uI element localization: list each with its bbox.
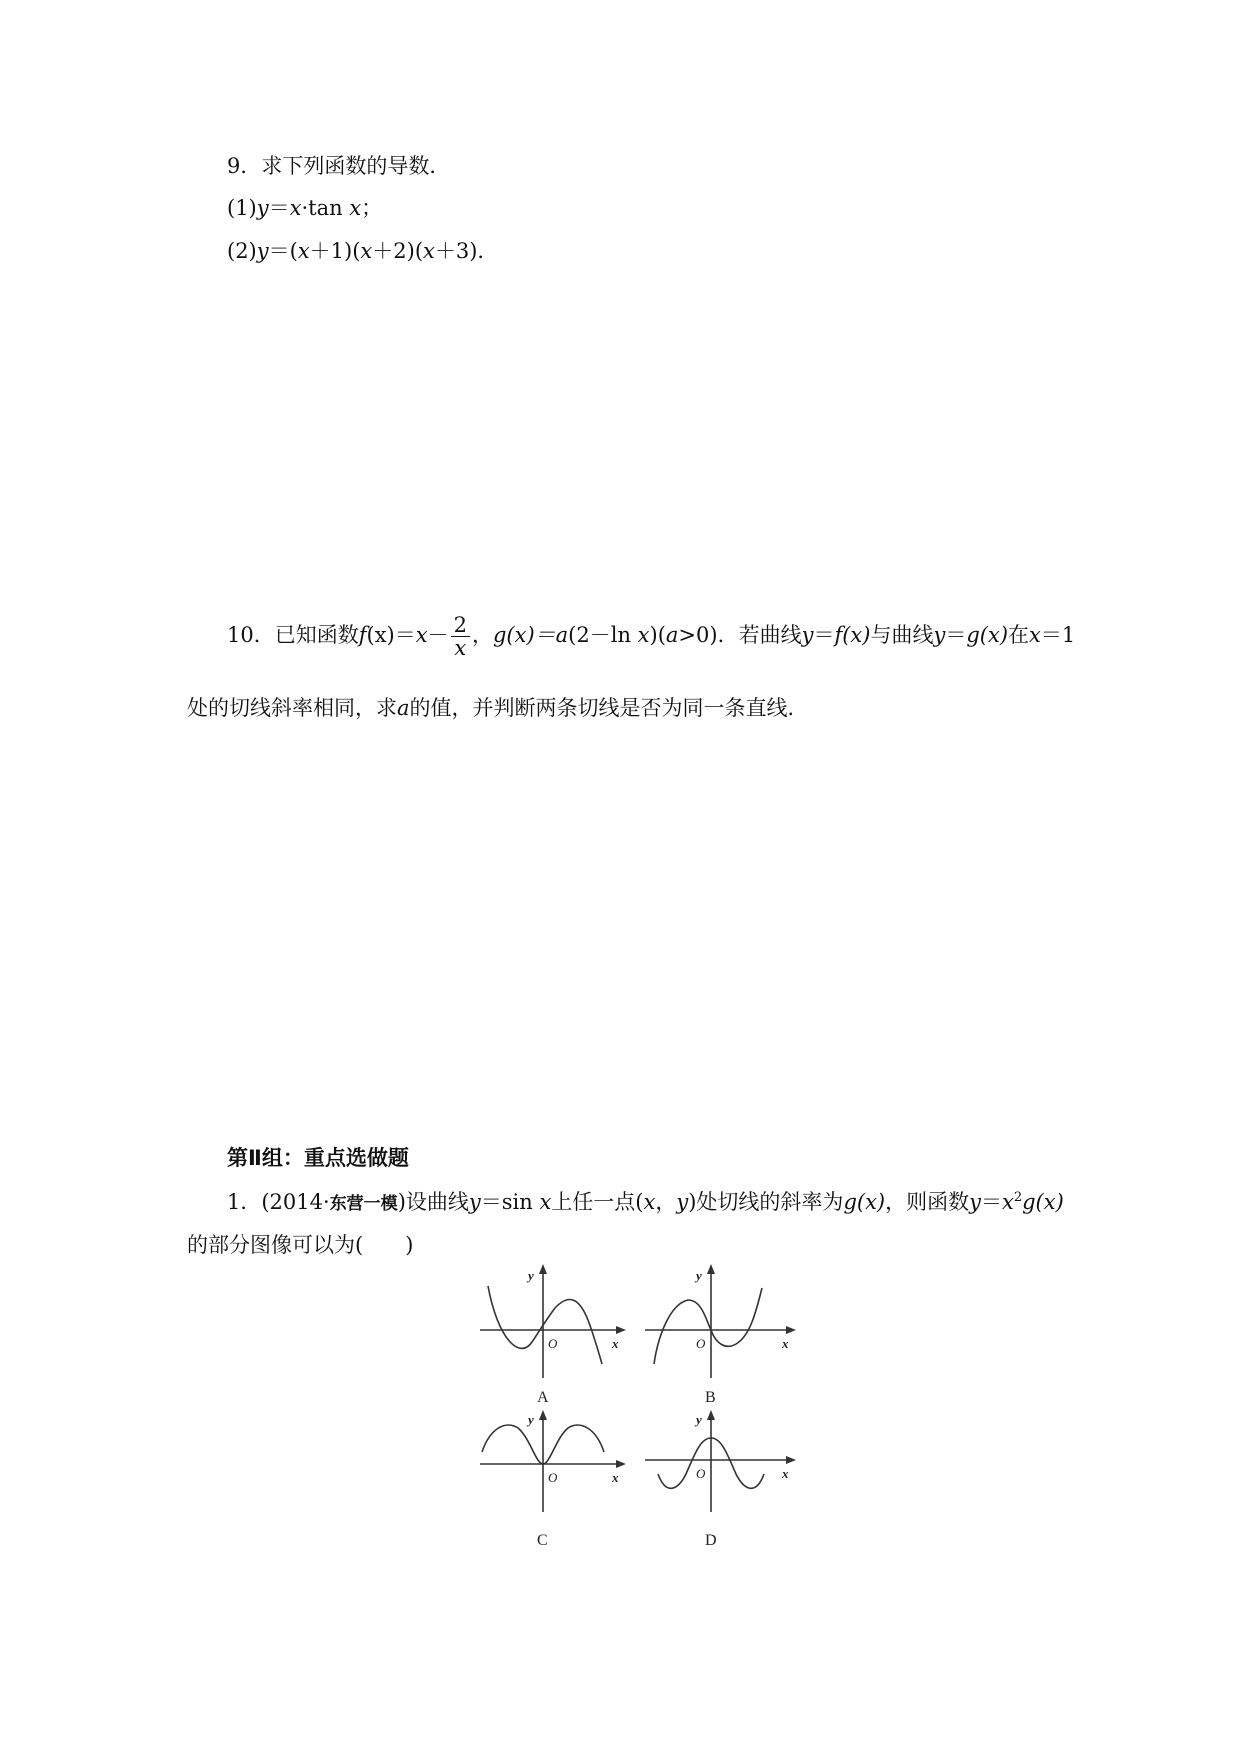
q1-source: 东营一模 xyxy=(329,1194,398,1214)
text: ＝ xyxy=(394,623,416,648)
arrow-icon xyxy=(539,1410,547,1420)
graph-c xyxy=(480,1416,620,1512)
arrow-icon xyxy=(786,1326,796,1334)
text: 在 xyxy=(1008,623,1030,648)
text: ＝ xyxy=(268,196,290,220)
text: ·tan xyxy=(301,196,350,220)
option-label-b: B xyxy=(705,1389,716,1406)
var: g(x)＝ xyxy=(492,623,556,648)
text: ＝ xyxy=(945,623,967,648)
origin-label: O xyxy=(696,1336,706,1351)
var: g(x) xyxy=(1022,1190,1064,1214)
var: x xyxy=(349,196,362,220)
var: y xyxy=(801,623,814,648)
axis-label-x: x xyxy=(612,1336,619,1351)
text: ＝ xyxy=(980,1190,1002,1214)
option-label-a: A xyxy=(537,1389,549,1406)
q9-title xyxy=(227,150,450,180)
q9-part1 xyxy=(227,192,382,222)
text: ＋1)( xyxy=(309,239,361,263)
axis-label-y: y xyxy=(528,1412,534,1427)
q9-part2 xyxy=(227,235,498,265)
text: 若曲线 xyxy=(738,623,802,648)
curve xyxy=(488,1286,602,1364)
graph-options xyxy=(470,1260,810,1560)
curve xyxy=(654,1288,762,1364)
text: )设曲线 xyxy=(397,1190,469,1214)
text: ，则函数 xyxy=(885,1190,970,1214)
fraction-numerator: 2 xyxy=(453,613,467,637)
var: y xyxy=(676,1190,689,1214)
axis-label-y: y xyxy=(696,1268,702,1283)
var: y xyxy=(468,1190,481,1214)
text: 处的切线斜率相同，求 xyxy=(187,696,397,720)
var: x xyxy=(643,1190,656,1214)
text: 的值，并判断两条切线是否为同一条直线． xyxy=(409,696,809,720)
q9-part1-label: (1) xyxy=(227,196,257,220)
q1-line1 xyxy=(227,1186,1064,1216)
option-label-d: D xyxy=(705,1532,717,1549)
arrow-icon xyxy=(616,1460,626,1468)
text: ， xyxy=(655,1190,677,1214)
q9-part2-label: (2) xyxy=(227,239,257,263)
axis-label-y: y xyxy=(696,1412,702,1427)
text: ； xyxy=(361,196,383,220)
var: g(x) xyxy=(966,623,1009,648)
origin-label: O xyxy=(548,1470,558,1485)
var: x xyxy=(415,623,428,648)
q10-line2 xyxy=(187,692,809,722)
exponent: 2 xyxy=(1013,1190,1023,1205)
var: x xyxy=(1001,1190,1014,1214)
axis-label-x: x xyxy=(782,1466,789,1481)
var: x xyxy=(297,239,310,263)
var: a xyxy=(555,623,569,648)
text: ＝sin xyxy=(480,1190,540,1214)
var: x xyxy=(289,196,302,220)
axis-label-x: x xyxy=(782,1336,789,1351)
fraction-denominator: x xyxy=(454,636,467,661)
text: － xyxy=(427,623,449,648)
q10-line1 xyxy=(227,614,1075,659)
text: ＝1 xyxy=(1040,623,1076,648)
var: x xyxy=(637,623,650,648)
fraction-2-over-x xyxy=(451,614,470,659)
text: ＝ xyxy=(813,623,835,648)
arrow-icon xyxy=(539,1264,547,1274)
origin-label: O xyxy=(696,1466,706,1481)
q10-number: 10． xyxy=(227,623,275,648)
text: 上任一点( xyxy=(551,1190,644,1214)
q1-number: 1．(2014· xyxy=(227,1190,330,1214)
var: g(x) xyxy=(843,1190,886,1214)
var: y xyxy=(969,1190,981,1214)
axis-label-x: x xyxy=(612,1470,619,1485)
text: (2－ln xyxy=(568,623,638,648)
arrow-icon xyxy=(707,1410,715,1420)
axis-label-y: y xyxy=(528,1268,534,1283)
arrow-icon xyxy=(616,1326,626,1334)
var: y xyxy=(256,196,269,220)
arrow-icon xyxy=(707,1264,715,1274)
var: f(x) xyxy=(834,623,871,648)
var: a xyxy=(397,696,410,720)
origin-label: O xyxy=(548,1336,558,1351)
text: 已知函数 xyxy=(274,623,359,648)
var: x xyxy=(423,239,435,263)
var: x xyxy=(360,239,373,263)
var: y xyxy=(256,239,269,263)
text: )处切线的斜率为 xyxy=(688,1190,844,1214)
text: ＋3)． xyxy=(434,239,499,263)
q9-prompt: 求下列函数的导数． xyxy=(261,154,451,178)
var: x xyxy=(539,1190,552,1214)
text: ＋2)( xyxy=(372,239,424,263)
text: ＝( xyxy=(268,239,298,263)
section-title: 第Ⅱ组：重点选做题 xyxy=(227,1146,409,1170)
text: (x) xyxy=(366,623,395,648)
graph-a xyxy=(480,1270,620,1378)
text: ， xyxy=(471,623,493,648)
graph-d xyxy=(645,1416,790,1512)
text: >0)． xyxy=(678,623,739,648)
var: y xyxy=(933,623,946,648)
q1-line2: 的部分图像可以为( ) xyxy=(187,1233,414,1257)
arrow-icon xyxy=(786,1456,796,1464)
graph-b xyxy=(645,1270,790,1378)
option-label-c: C xyxy=(537,1532,548,1549)
q9-number: 9． xyxy=(227,154,262,178)
var: a xyxy=(665,623,679,648)
var: f xyxy=(358,623,367,648)
text: )( xyxy=(649,623,666,648)
var: x xyxy=(1029,623,1041,648)
text: 与曲线 xyxy=(870,623,934,648)
